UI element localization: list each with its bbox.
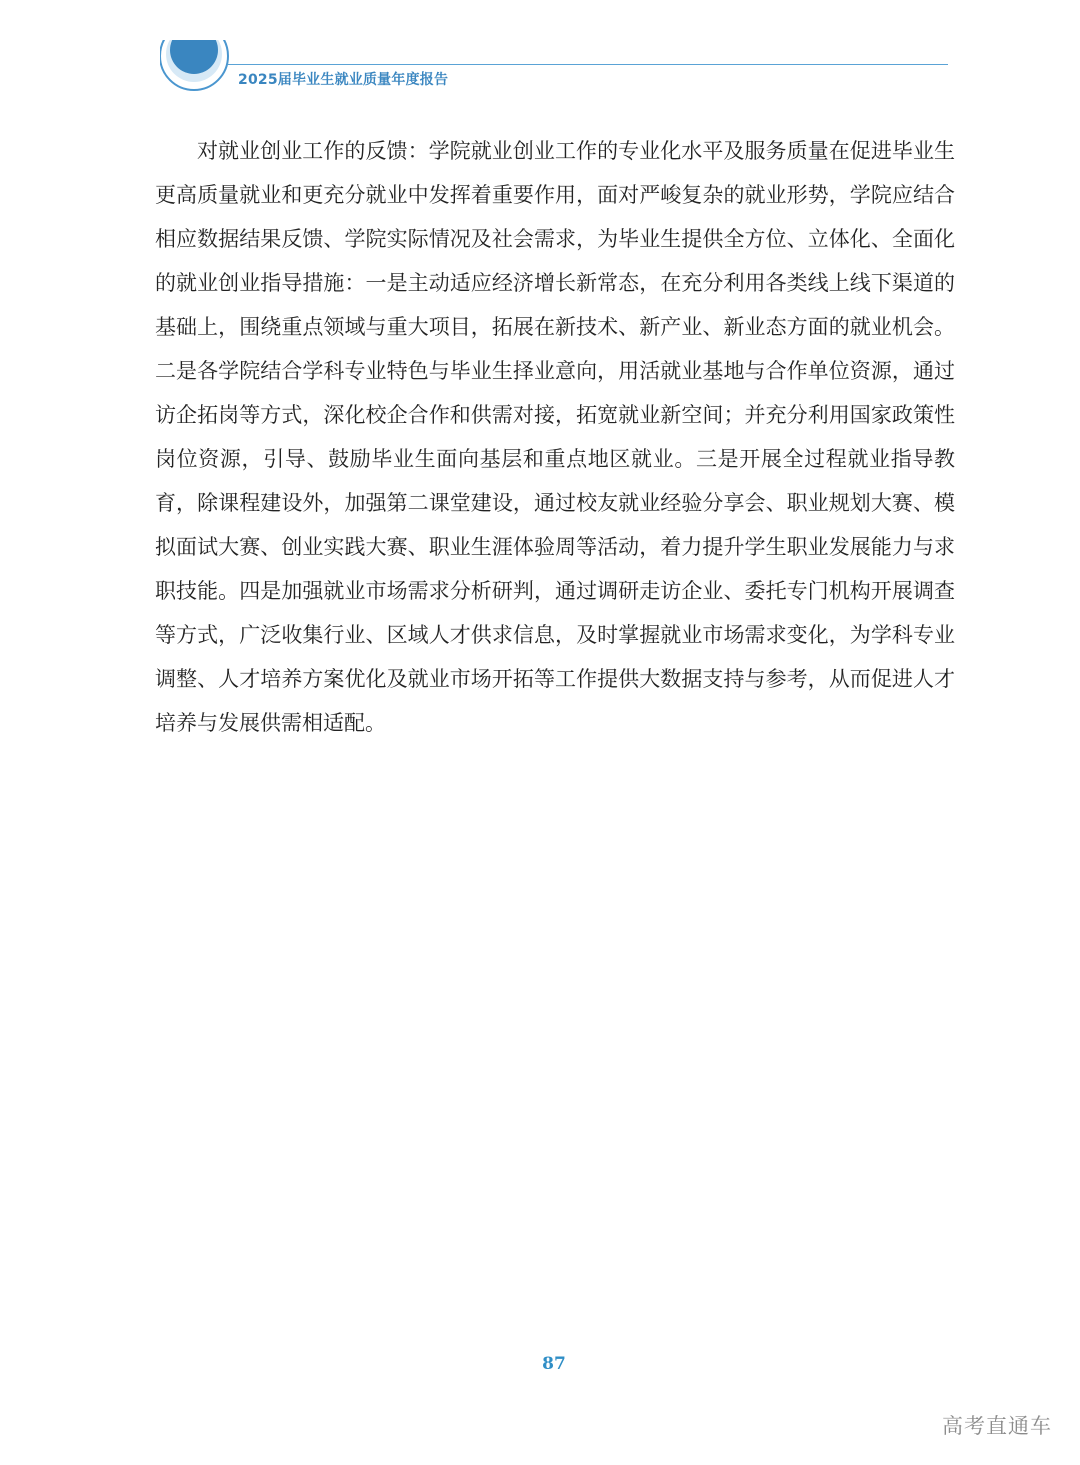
watermark-text: 高考直通车 — [942, 1414, 1052, 1438]
header-rule — [228, 64, 948, 65]
report-title: 2025届毕业生就业质量年度报告 — [238, 72, 449, 88]
page-number: 87 — [542, 1354, 566, 1374]
page-header — [0, 0, 1080, 110]
body-paragraph: 对就业创业工作的反馈：学院就业创业工作的专业化水平及服务质量在促进毕业生更高质量就业和更充分就业中发挥着重要作用，面对严峻复杂的就业形势，学院应结合相应数据结果反馈、学院实际情况及社会需求，为毕业生提供全方位、立体化、全面化的就业创业指导措施：一是主动适应经济增长新常态，在充分利用各类线上线下渠道的基础上，围绕重点领域与重大项目，拓展在新技术、新产业、新业态方面的就业机会。二是各学院结合学科专业特色与毕业生择业意向，用活就业基地与合作单位资源，通过访企拓岗等方式，深化校企合作和供需对接，拓宽就业新空间；并充分利用国家政策性岗位资源，引导、鼓励毕业生面向基层和重点地区就业。三是开展全过程就业指导教育，除课程建设外，加强第二课堂建设，通过校友就业经验分享会、职业规划大赛、模拟面试大赛、创业实践大赛、职业生涯体验周等活动，着力提升学生职业发展能力与求职技能。四是加强就业市场需求分析研判，通过调研走访企业、委托专门机构开展调查等方式，广泛收集行业、区域人才供求信息，及时掌握就业市场需求变化，为学科专业调整、人才培养方案优化及就业市场开拓等工作提供大数据支持与参考，从而促进人才培养与发展供需相适配。 — [155, 139, 955, 735]
half-circle-logo-icon — [160, 40, 232, 102]
